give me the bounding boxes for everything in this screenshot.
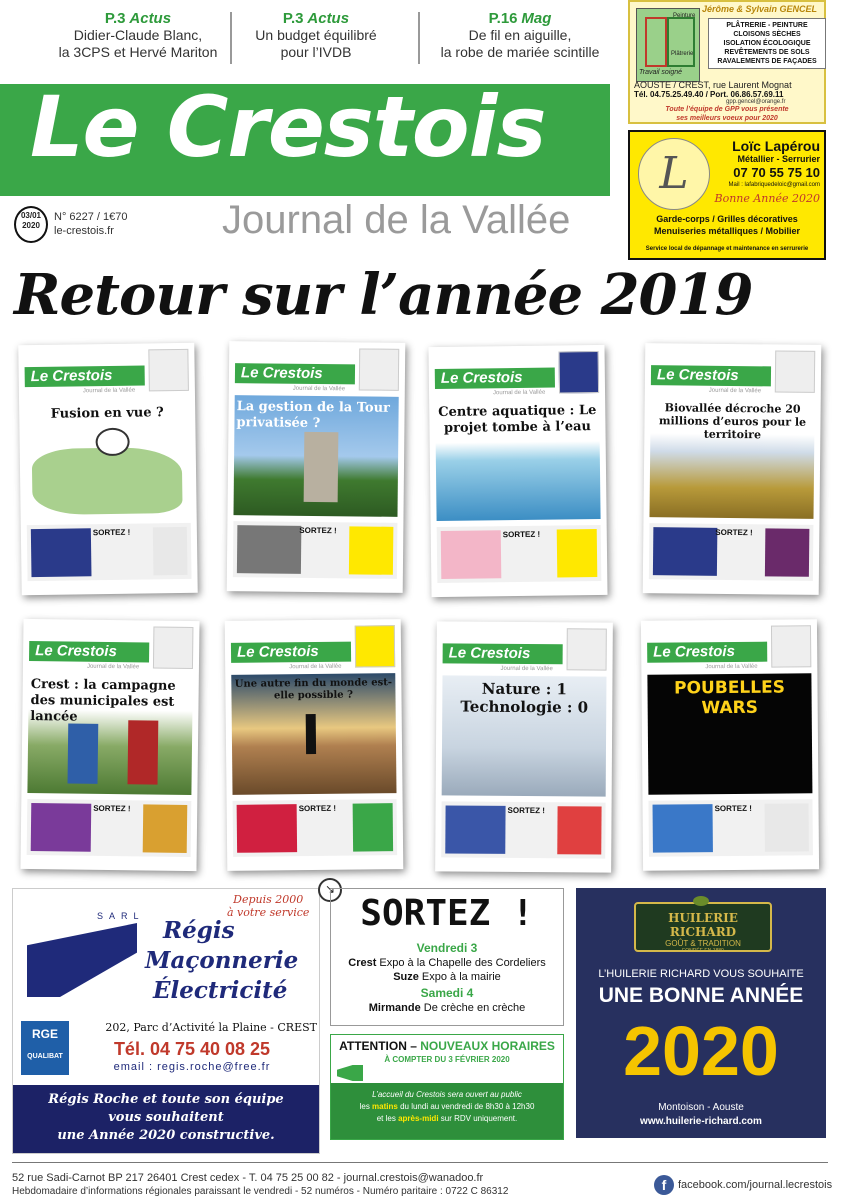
attention-line	[331, 1113, 563, 1125]
thumb-tagline: Journal de la Vallée	[705, 663, 758, 671]
huilerie-brand: HUILERIE RICHARD	[668, 911, 738, 939]
event-place: Mirmande	[368, 1002, 421, 1014]
laperou-greeting: Bonne Année 2020	[714, 192, 820, 205]
thumb-sortez: SORTEZ !	[92, 527, 131, 538]
attention-line	[331, 1101, 563, 1113]
regis-wish-line: une Année 2020 constructive.	[57, 1128, 275, 1143]
huilerie-wish-small: L’HUILERIE RICHARD VOUS SOUHAITE	[598, 968, 804, 980]
laperou-phone: 07 70 55 75 10	[733, 165, 820, 180]
site-link[interactable]: le-crestois.fr	[54, 225, 114, 237]
huilerie-founded: FONDÉE EN 1880	[682, 948, 724, 954]
teaser-line: la 3CPS et Hervé Mariton	[58, 44, 218, 60]
teaser-line: pour l’IVDB	[280, 44, 352, 60]
thumb-tagline: Journal de la Vallée	[493, 389, 546, 397]
teaser-kw: Mag	[521, 10, 552, 27]
divider	[418, 12, 420, 64]
regis-wish-line: Régis Roche et toute son équipe	[48, 1092, 284, 1107]
laperou-trade: Métallier - Serrurier	[737, 154, 820, 164]
thumb-headline: POUBELLES WARS	[674, 677, 785, 719]
attention-fragment: sur RDV uniquement.	[438, 1114, 518, 1123]
ad-huilerie-richard[interactable]	[576, 888, 826, 1138]
laperou-line2: Menuiseries métalliques / Mobilier	[653, 226, 801, 236]
thumb-tagline: Journal de la Vallée	[82, 387, 136, 395]
attention-fragment: et les	[376, 1114, 399, 1123]
gencel-wish-line: ses meilleurs voeux pour 2020	[676, 115, 778, 122]
thumb-headline: Crest : la campagne des municipales est lancée	[30, 677, 176, 725]
cover-thumbnail[interactable]	[428, 345, 607, 597]
regis-wishes	[13, 1085, 319, 1153]
thumb-tagline: Journal de la Vallée	[289, 663, 342, 671]
attention-box	[330, 1034, 564, 1140]
sortez-event	[331, 957, 563, 969]
regis-phone: Tél. 04 75 40 08 25	[113, 1039, 271, 1059]
regis-l3: Électricité	[153, 977, 288, 1004]
thumb-mini-ad	[355, 625, 395, 667]
footer-divider	[12, 1162, 828, 1163]
laperou-name: Loïc Lapérou	[732, 138, 820, 154]
thumb-headline: Nature : 1 Technologie : 0	[460, 679, 589, 717]
teaser-kw: Actus	[307, 10, 350, 27]
regis-trowel-icon	[27, 923, 137, 997]
laperou-bottom: Service local de dépannage et maintenance en serrurerie	[645, 246, 809, 252]
footer-contact: 52 rue Sadi-Carnot BP 217 26401 Crest cedex - T. 04 75 25 00 82 - journal.crestois@wanadoo.fr	[12, 1172, 484, 1184]
ad-laperou[interactable]	[628, 130, 826, 260]
teaser-3[interactable]	[430, 10, 610, 61]
teaser-2[interactable]	[226, 10, 406, 61]
thumb-title: Le Crestois	[443, 643, 563, 664]
laperou-logo: L	[638, 138, 710, 210]
gencel-address: AOUSTE / CREST, rue Laurent Mognat	[634, 80, 792, 90]
attention-fragment: du lundi au vendredi de 8h30 à 12h30	[397, 1102, 535, 1111]
regis-wish-line: vous souhaitent	[108, 1110, 224, 1125]
thumb-mini-ad	[153, 627, 194, 669]
laperou-line1: Garde-corps / Grilles décoratives	[656, 214, 798, 224]
service-item: ISOLATION ÉCOLOGIQUE	[723, 40, 811, 47]
gencel-name: Jérôme & Sylvain GENCEL	[702, 4, 818, 14]
sortez-event	[331, 1002, 563, 1014]
sortez-day1: Vendredi 3	[416, 941, 478, 955]
ad-regis-roche[interactable]	[12, 888, 320, 1154]
cover-thumbnail[interactable]	[225, 619, 404, 871]
facebook-icon[interactable]: f	[654, 1175, 674, 1195]
thumb-tagline: Journal de la Vallée	[292, 385, 346, 393]
huilerie-place: Montoison - Aouste	[658, 1102, 744, 1113]
sortez-title: SORTEZ !	[360, 893, 534, 934]
thumb-mini-ad	[359, 348, 399, 390]
event-place: Crest	[348, 957, 377, 969]
cover-thumbnail[interactable]	[641, 619, 819, 871]
attention-hours: NOUVEAUX HORAIRES	[420, 1039, 555, 1053]
sortez-event	[331, 971, 563, 983]
rge-badge	[21, 1021, 69, 1075]
masthead-tagline: Journal de la Vallée	[222, 198, 571, 242]
cover-thumbnail[interactable]	[643, 343, 822, 595]
teaser-page: P.16	[488, 10, 518, 27]
thumb-headline: La gestion de la Tour privatisée ?	[236, 399, 390, 432]
attention-word: ATTENTION –	[339, 1039, 421, 1053]
event-text: Expo à la Chapelle des Cordeliers	[376, 957, 546, 969]
teaser-line: la robe de mariée scintille	[440, 44, 600, 60]
regis-l2: Maçonnerie	[145, 947, 299, 974]
page-headline: Retour sur l’année 2019	[14, 262, 753, 328]
regis-l1: Régis	[163, 917, 235, 944]
teaser-line: Didier-Claude Blanc,	[73, 27, 203, 43]
thumb-tagline: Journal de la Vallée	[500, 665, 553, 673]
attention-body	[331, 1083, 563, 1139]
thumb-sortez: SORTEZ !	[502, 529, 541, 540]
footer-legal: Hebdomadaire d’informations régionales paraissant le vendredi - 52 numéros - Numéro paritaire : 0722 C 86312	[12, 1186, 509, 1197]
gencel-logo-top: Peinture	[673, 13, 696, 19]
thumb-sortez: SORTEZ !	[299, 525, 337, 536]
regis-since-line: à votre service	[227, 906, 310, 919]
thumb-mini-ad	[148, 349, 189, 392]
teaser-page: P.3	[282, 10, 304, 27]
regis-address: 202, Parc d’Activité la Plaine - CREST	[105, 1021, 317, 1034]
thumb-mini-ad	[771, 625, 811, 667]
gencel-wishes	[630, 105, 824, 123]
thumb-title: Le Crestois	[235, 363, 355, 384]
thumb-title: Le Crestois	[651, 365, 771, 386]
laperou-mail: Mail : lafabriquedeloic@gmail.com	[728, 182, 820, 188]
attention-line: L’accueil du Crestois sera ouvert au public	[372, 1090, 522, 1099]
gencel-logo	[636, 8, 700, 82]
cover-thumbnail[interactable]	[227, 341, 406, 593]
service-item: REVÊTEMENTS DE SOLS	[724, 49, 810, 56]
cover-thumbnail[interactable]	[20, 619, 199, 871]
attention-emph: matins	[372, 1102, 398, 1111]
attention-sub: À COMPTER DU 3 FÉVRIER 2020	[384, 1055, 510, 1064]
sortez-day2: Samedi 4	[420, 986, 474, 1000]
service-item: CLOISONS SÈCHES	[733, 31, 801, 38]
service-item: RAVALEMENTS DE FAÇADES	[717, 58, 817, 65]
date-year: 2020	[22, 221, 40, 230]
huilerie-year: 2020	[623, 1012, 779, 1090]
thumb-headline: Une autre fin du monde est-elle possible ?	[234, 677, 393, 702]
teaser-page: P.3	[104, 10, 126, 27]
attention-title	[331, 1039, 563, 1053]
teaser-kw: Actus	[129, 10, 172, 27]
gencel-logo-mid: Plâtrerie	[671, 51, 694, 57]
facebook-link[interactable]: facebook.com/journal.lecrestois	[678, 1179, 833, 1191]
sortez-box	[330, 888, 564, 1026]
date-badge	[14, 206, 48, 243]
ad-gencel[interactable]	[628, 0, 826, 124]
thumb-headline: Biovallée décroche 20 millions d’euros pour le territoire	[658, 401, 807, 442]
thumb-title: Le Crestois	[25, 365, 145, 387]
thumb-headline: Centre aquatique : Le projet tombe à l’eau	[438, 403, 597, 436]
regis-since	[227, 893, 309, 919]
thumb-sortez: SORTEZ !	[298, 803, 337, 814]
thumb-sortez: SORTEZ !	[93, 803, 131, 814]
thumb-title: Le Crestois	[435, 368, 555, 389]
huilerie-site: www.huilerie-richard.com	[640, 1116, 762, 1127]
thumb-title: Le Crestois	[29, 641, 149, 662]
gencel-wish-line: Toute l’équipe de GPP vous présente	[665, 106, 789, 113]
thumb-sortez: SORTEZ !	[715, 527, 753, 538]
cover-thumbnail[interactable]	[435, 621, 613, 872]
qualibat-label: QUALIBAT	[27, 1053, 63, 1060]
masthead-title: Le Crestois	[30, 78, 546, 176]
thumb-tagline: Journal de la Vallée	[86, 663, 140, 671]
thumb-title: Le Crestois	[231, 642, 351, 663]
gencel-phones: Tél. 04.75.25.49.40 / Port. 06.86.57.69.11	[634, 90, 784, 99]
rge-label: RGE	[31, 1027, 58, 1041]
thumb-mini-ad	[567, 628, 607, 670]
date-day: 03/01	[20, 211, 42, 220]
service-item: PLÂTRERIE - PEINTURE	[726, 22, 808, 29]
teaser-line: De fil en aiguille,	[468, 27, 572, 43]
regis-email: email : regis.roche@free.fr	[113, 1061, 271, 1073]
regis-sarl: SARL	[97, 911, 145, 921]
cover-thumbnail[interactable]	[18, 343, 197, 595]
event-text: De crèche en crèche	[420, 1002, 526, 1014]
thumb-tagline: Journal de la Vallée	[708, 387, 762, 395]
gencel-services	[708, 18, 826, 69]
megaphone-icon	[337, 1065, 363, 1081]
regis-since-line: Depuis 2000	[233, 893, 304, 906]
gencel-email: gpp.gencel@orange.fr	[726, 99, 786, 105]
issue-number: N° 6227 / 1€70	[54, 211, 128, 223]
issue-info	[54, 210, 128, 238]
thumb-sortez: SORTEZ !	[507, 805, 545, 816]
teaser-1[interactable]	[48, 10, 228, 61]
thumb-mini-ad	[775, 350, 815, 392]
teaser-line: Un budget équilibré	[255, 27, 377, 43]
thumb-mini-ad	[559, 351, 600, 393]
attention-fragment: les	[359, 1102, 373, 1111]
huilerie-logo	[634, 902, 772, 952]
thumb-headline: Fusion en vue ?	[50, 405, 164, 422]
event-place: Suze	[393, 971, 419, 983]
gencel-logo-bottom: Travail soigné	[639, 69, 683, 76]
attention-emph: après-midi	[398, 1114, 439, 1123]
arrow-icon: ↘	[318, 878, 342, 902]
event-text: Expo à la mairie	[418, 971, 501, 983]
thumb-title: Le Crestois	[647, 642, 767, 663]
huilerie-wish-big: UNE BONNE ANNÉE	[598, 984, 804, 1007]
olive-icon	[693, 896, 709, 906]
thumb-sortez: SORTEZ !	[714, 803, 752, 814]
huilerie-sub: GOÛT & TRADITION	[665, 939, 741, 948]
